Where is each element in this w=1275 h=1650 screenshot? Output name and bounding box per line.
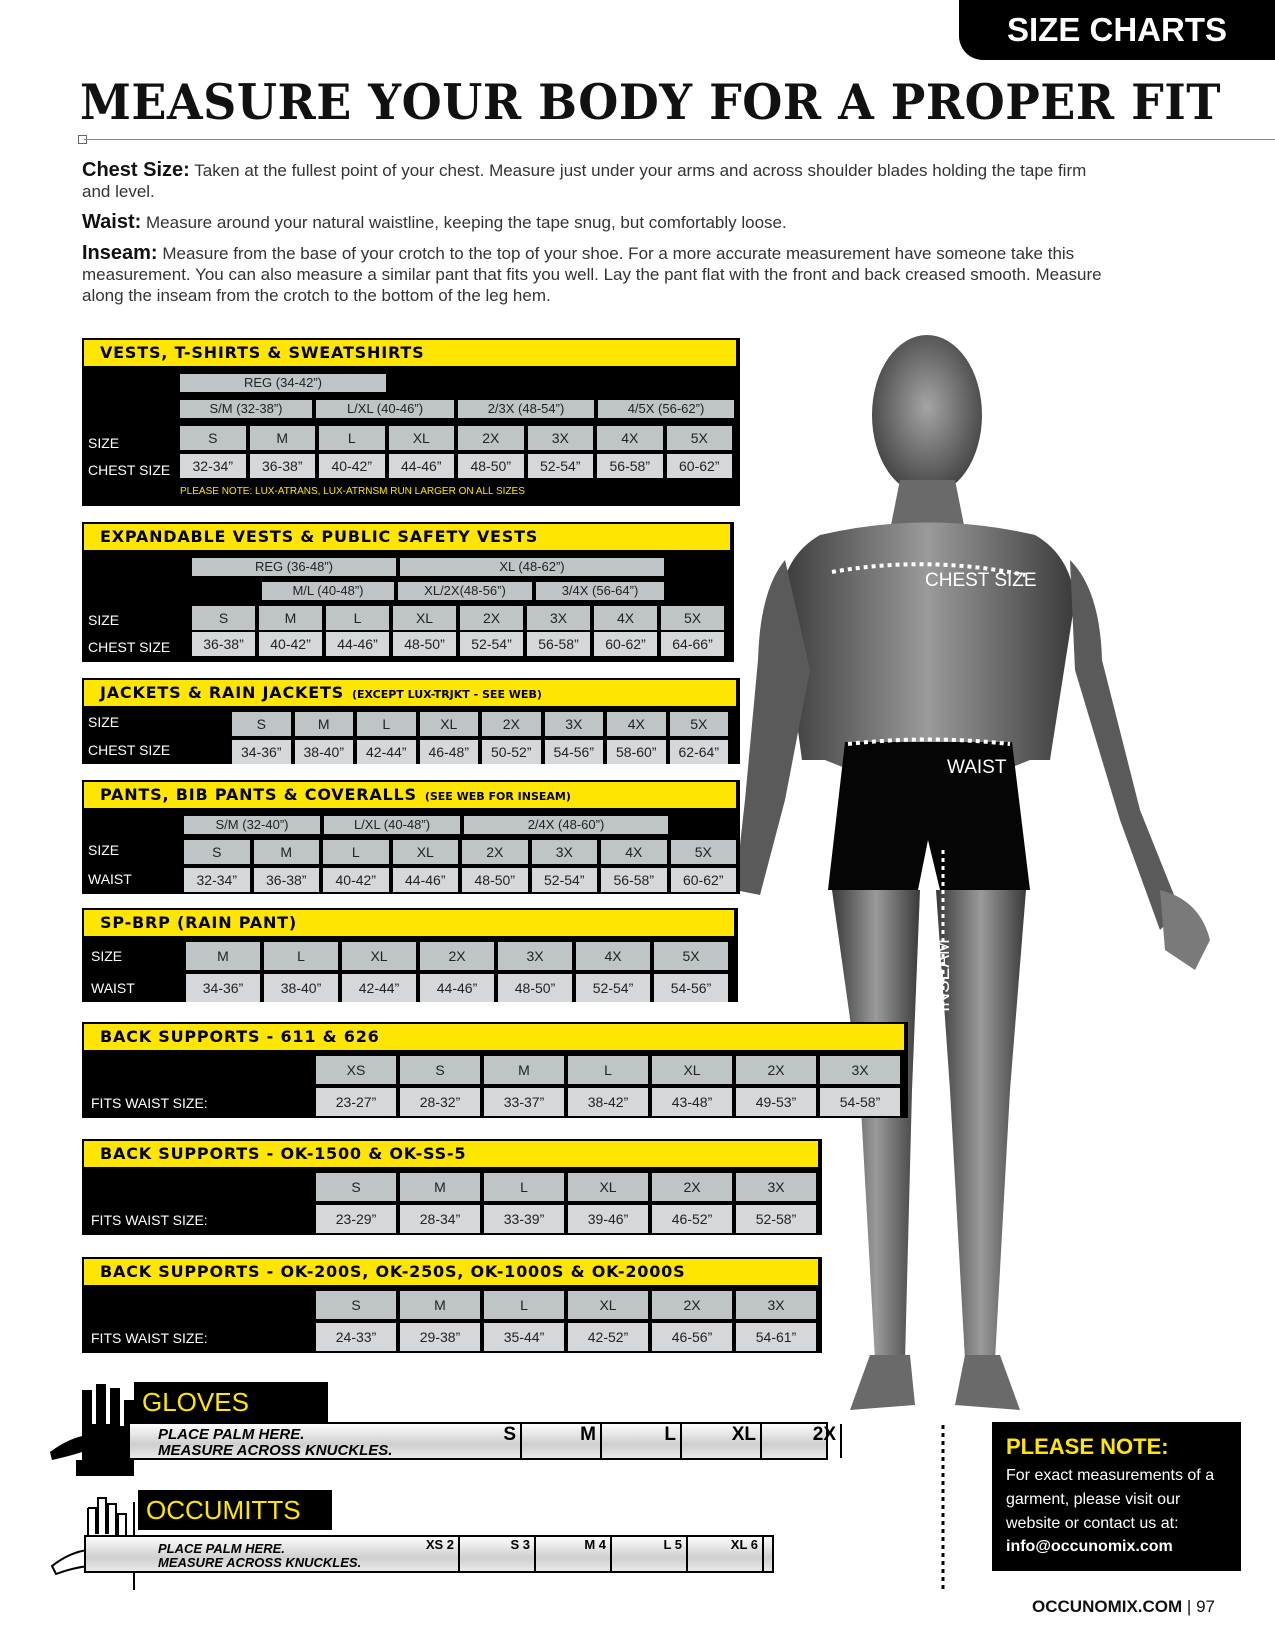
measurement-cell: 36-38” xyxy=(192,632,255,656)
scale-size-label: 2X xyxy=(812,1424,836,1445)
size-cell: 4X xyxy=(607,712,666,736)
table-title xyxy=(84,680,738,706)
size-cell: 2X xyxy=(652,1173,732,1201)
measurement-cell: 56-58” xyxy=(597,454,663,478)
intro-text: Taken at the fullest point of your chest. Measure just under your arms and across shoulder blades holding the tape firm and level. xyxy=(82,161,1087,201)
page-title: MEASURE YOUR BODY FOR A PROPER FIT xyxy=(80,74,1221,131)
size-cell: S xyxy=(316,1291,396,1319)
row-label-size: SIZE xyxy=(91,948,123,964)
size-group: REG (36-48”) xyxy=(192,558,396,576)
size-group: XL/2X(48-56”) xyxy=(398,582,532,600)
figure-torso xyxy=(780,523,1075,771)
scale-size-label: S 3 xyxy=(510,1537,530,1552)
measurement-cell: 40-42” xyxy=(319,454,385,478)
size-cell: 2X xyxy=(460,606,523,630)
size-group: XL (48-62”) xyxy=(400,558,664,576)
size-cell: S xyxy=(184,840,250,864)
scale-tick xyxy=(520,1424,522,1458)
size-group: S/M (32-38”) xyxy=(180,400,312,418)
scale-tick xyxy=(840,1424,842,1458)
table-expandable-vests xyxy=(82,522,734,662)
measurement-cell: 32-34” xyxy=(184,868,250,892)
table-back-supports-611 xyxy=(82,1022,908,1118)
measurement-cell: 23-29” xyxy=(316,1205,396,1233)
measurement-cell: 43-48” xyxy=(652,1088,732,1116)
table-back-supports-ok200s xyxy=(82,1257,822,1353)
measurement-cell: 42-52” xyxy=(568,1323,648,1351)
size-cell: 5X xyxy=(654,942,728,970)
measurement-cell: 34-36” xyxy=(232,740,291,764)
measurement-cell: 42-44” xyxy=(342,974,416,1002)
size-cell: 3X xyxy=(736,1291,816,1319)
table-title-main: PANTS, BIB PANTS & COVERALLS xyxy=(100,785,417,804)
size-cell: XL xyxy=(420,712,479,736)
intro-term: Waist: xyxy=(82,211,142,233)
inseam-label: INSEAM xyxy=(933,939,954,1012)
page-number: 97 xyxy=(1196,1597,1215,1616)
measurement-cell: 54-56” xyxy=(654,974,728,1002)
measurement-cell: 50-52” xyxy=(482,740,541,764)
table-title-main: JACKETS & RAIN JACKETS xyxy=(100,683,344,702)
scale-tick xyxy=(686,1537,688,1571)
size-cell: M xyxy=(254,840,320,864)
measurement-cell: 23-27” xyxy=(316,1088,396,1116)
intro-inseam xyxy=(82,243,1112,306)
scale-size-label: M 4 xyxy=(584,1537,606,1552)
table-jackets xyxy=(82,678,740,764)
measurement-cell: 44-46” xyxy=(393,868,459,892)
scale-tick xyxy=(610,1537,612,1571)
intro-text: Measure from the base of your crotch to the top of your shoe. For a more accurate measurement have someone take this measurement. You can also measure a similar pant that fits you well. Lay the pant flat with the front and back creased smooth. Measure along the inseam from the crotch to the bottom of the leg hem. xyxy=(82,244,1102,305)
scale-size-label: L xyxy=(664,1424,676,1445)
measurement-cell: 52-58” xyxy=(736,1205,816,1233)
size-cell: XL xyxy=(393,606,456,630)
size-cell: M xyxy=(400,1173,480,1201)
size-cell: S xyxy=(180,426,246,450)
size-cell: M xyxy=(484,1056,564,1084)
divider xyxy=(84,139,1275,140)
size-cell: S xyxy=(232,712,291,736)
size-cell: M xyxy=(259,606,322,630)
measurement-cell: 40-42” xyxy=(323,868,389,892)
table-title: SP-BRP (RAIN PANT) xyxy=(84,910,736,936)
row-label-size: SIZE xyxy=(88,842,120,858)
size-cell: L xyxy=(323,840,389,864)
table-title-note: (EXCEPT LUX-TRJKT - SEE WEB) xyxy=(352,688,542,701)
measurement-cell: 32-34” xyxy=(180,454,246,478)
size-cell: XL xyxy=(393,840,459,864)
size-cell: 3X xyxy=(528,426,594,450)
measurement-cell: 29-38” xyxy=(400,1323,480,1351)
size-cell: 5X xyxy=(671,840,737,864)
size-cell: 2X xyxy=(458,426,524,450)
size-cell: 2X xyxy=(652,1291,732,1319)
measurement-cell: 52-54” xyxy=(460,632,523,656)
contact-email[interactable]: info@occunomix.com xyxy=(1006,1538,1173,1555)
size-group: 2/3X (48-54”) xyxy=(458,400,594,418)
scale-size-label: M xyxy=(580,1424,596,1445)
row-label-size: SIZE xyxy=(88,435,120,451)
size-group: REG (34-42”) xyxy=(180,374,386,392)
measurement-cell: 33-37” xyxy=(484,1088,564,1116)
waist-label: WAIST xyxy=(947,757,1007,778)
table-vests-tshirts xyxy=(82,338,740,506)
measurement-cell: 60-62” xyxy=(671,868,737,892)
size-cell: S xyxy=(400,1056,480,1084)
body-figure-illustration xyxy=(740,330,1275,1590)
measurement-cell: 38-40” xyxy=(295,740,354,764)
row-label-chest: CHEST SIZE xyxy=(88,462,171,478)
size-cell: 5X xyxy=(661,606,724,630)
table-title: BACK SUPPORTS - 611 & 626 xyxy=(84,1024,906,1050)
gloves-title: GLOVES xyxy=(134,1382,328,1422)
glove-hand-icon xyxy=(46,1380,136,1476)
size-group: 4/5X (56-62”) xyxy=(598,400,734,418)
scale-size-label: S xyxy=(503,1424,516,1445)
measurement-cell: 28-32” xyxy=(400,1088,480,1116)
section-tab: SIZE CHARTS xyxy=(959,0,1275,60)
intro-text: Measure around your natural waistline, keeping the tape snug, but comfortably loose. xyxy=(146,213,787,232)
scale-tick xyxy=(458,1537,460,1571)
table-pants xyxy=(82,780,740,894)
scale-size-label: XS 2 xyxy=(425,1537,454,1552)
page-footer: OCCUNOMIX.COM | 97 xyxy=(1032,1597,1215,1616)
measurement-cell: 49-53” xyxy=(736,1088,816,1116)
size-cell: L xyxy=(264,942,338,970)
figure-right-hand xyxy=(1160,890,1210,970)
intro-term: Chest Size: xyxy=(82,159,190,181)
measurement-cell: 24-33” xyxy=(316,1323,396,1351)
measurement-cell: 46-52” xyxy=(652,1205,732,1233)
measurement-cell: 52-54” xyxy=(576,974,650,1002)
intro-term: Inseam: xyxy=(82,242,158,264)
figure-neck xyxy=(890,480,965,530)
size-group: L/XL (40-48”) xyxy=(324,816,460,834)
please-note-text: For exact measurements of a garment, please visit our website or contact us at: xyxy=(1006,1467,1215,1532)
row-label-chest: CHEST SIZE xyxy=(88,639,171,655)
size-cell: XS xyxy=(316,1056,396,1084)
table-title: BACK SUPPORTS - OK-1500 & OK-SS-5 xyxy=(84,1141,820,1167)
please-note-box xyxy=(992,1422,1241,1571)
occumitts-instruction-1: PLACE PALM HERE. xyxy=(158,1541,285,1556)
size-cell: M xyxy=(400,1291,480,1319)
size-cell: M xyxy=(295,712,354,736)
size-cell: S xyxy=(316,1173,396,1201)
measurement-cell: 39-46” xyxy=(568,1205,648,1233)
row-label-waist: FITS WAIST SIZE: xyxy=(91,1212,208,1228)
row-label-waist: FITS WAIST SIZE: xyxy=(91,1095,208,1111)
size-cell: 3X xyxy=(498,942,572,970)
size-cell: L xyxy=(484,1173,564,1201)
measurement-cell: 42-44” xyxy=(357,740,416,764)
measurement-cell: 40-42” xyxy=(259,632,322,656)
size-cell: 2X xyxy=(462,840,528,864)
size-cell: 3X xyxy=(545,712,604,736)
measurement-cell: 33-39” xyxy=(484,1205,564,1233)
measurement-cell: 60-62” xyxy=(594,632,657,656)
gloves-instruction-1: PLACE PALM HERE. xyxy=(158,1426,305,1443)
measurement-cell: 35-44” xyxy=(484,1323,564,1351)
size-cell: 5X xyxy=(670,712,729,736)
size-cell: 3X xyxy=(527,606,590,630)
figure-left-foot xyxy=(850,1355,915,1410)
measurement-cell: 62-64” xyxy=(670,740,729,764)
size-cell: 4X xyxy=(594,606,657,630)
scale-tick xyxy=(534,1537,536,1571)
measurement-cell: 48-50” xyxy=(458,454,524,478)
measurement-cell: 56-58” xyxy=(601,868,667,892)
intro-waist xyxy=(82,212,1112,233)
occumitts-title: OCCUMITTS xyxy=(138,1490,332,1530)
measurement-cell: 64-66” xyxy=(661,632,724,656)
size-cell: M xyxy=(186,942,260,970)
lux-note: PLEASE NOTE: LUX-ATRANS, LUX-ATRNSM RUN LARGER ON ALL SIZES xyxy=(180,486,525,497)
size-cell: 3X xyxy=(736,1173,816,1201)
scale-size-label: L 5 xyxy=(663,1537,682,1552)
size-cell: 5X xyxy=(667,426,733,450)
size-cell: 4X xyxy=(601,840,667,864)
measurement-cell: 48-50” xyxy=(462,868,528,892)
measurement-cell: 44-46” xyxy=(420,974,494,1002)
size-cell: M xyxy=(250,426,316,450)
measurement-cell: 52-54” xyxy=(532,868,598,892)
row-label-size: SIZE xyxy=(88,714,120,730)
table-title: VESTS, T-SHIRTS & SWEATSHIRTS xyxy=(84,340,738,366)
scale-tick xyxy=(760,1424,762,1458)
size-cell: 4X xyxy=(576,942,650,970)
size-cell: XL xyxy=(342,942,416,970)
size-group: M/L (40-48”) xyxy=(262,582,394,600)
measurement-cell: 44-46” xyxy=(326,632,389,656)
size-cell: 2X xyxy=(482,712,541,736)
size-cell: L xyxy=(326,606,389,630)
please-note-heading: PLEASE NOTE: xyxy=(1006,1434,1169,1459)
size-cell: S xyxy=(192,606,255,630)
scale-size-label: XL xyxy=(731,1424,756,1445)
figure-left-leg xyxy=(832,890,920,1360)
table-title: EXPANDABLE VESTS & PUBLIC SAFETY VESTS xyxy=(84,524,732,550)
size-group: 2/4X (48-60”) xyxy=(464,816,668,834)
table-rain-pant xyxy=(82,908,738,1002)
figure-head xyxy=(872,335,982,495)
measurement-cell: 54-56” xyxy=(545,740,604,764)
measurement-cell: 54-58” xyxy=(820,1088,900,1116)
size-group: S/M (32-40”) xyxy=(184,816,320,834)
measurement-cell: 28-34” xyxy=(400,1205,480,1233)
measurement-cell: 36-38” xyxy=(250,454,316,478)
size-cell: 3X xyxy=(532,840,598,864)
measurement-cell: 34-36” xyxy=(186,974,260,1002)
size-cell: XL xyxy=(568,1291,648,1319)
measurement-cell: 52-54” xyxy=(528,454,594,478)
size-cell: XL xyxy=(568,1173,648,1201)
table-title: BACK SUPPORTS - OK-200S, OK-250S, OK-1000S & OK-2000S xyxy=(84,1259,820,1285)
gloves-instruction-2: MEASURE ACROSS KNUCKLES. xyxy=(158,1442,393,1459)
row-label-waist: WAIST xyxy=(88,871,132,887)
size-cell: 2X xyxy=(736,1056,816,1084)
size-cell: XL xyxy=(652,1056,732,1084)
measurement-cell: 46-56” xyxy=(652,1323,732,1351)
scale-tick xyxy=(600,1424,602,1458)
size-cell: 3X xyxy=(820,1056,900,1084)
measurement-cell: 44-46” xyxy=(389,454,455,478)
size-cell: L xyxy=(357,712,416,736)
size-cell: XL xyxy=(389,426,455,450)
size-cell: L xyxy=(319,426,385,450)
size-cell: 4X xyxy=(597,426,663,450)
scale-size-label: XL 6 xyxy=(730,1537,758,1552)
row-label-waist: WAIST xyxy=(91,980,135,996)
row-label-size: SIZE xyxy=(88,612,120,628)
measurement-cell: 46-48” xyxy=(420,740,479,764)
size-cell: L xyxy=(568,1056,648,1084)
measurement-cell: 48-50” xyxy=(498,974,572,1002)
size-cell: L xyxy=(484,1291,564,1319)
size-group: 3/4X (56-64”) xyxy=(536,582,664,600)
occumitts-instruction-2: MEASURE ACROSS KNUCKLES. xyxy=(158,1555,362,1570)
row-label-chest: CHEST SIZE xyxy=(88,742,171,758)
intro-chest xyxy=(82,160,1112,202)
measurement-cell: 54-61” xyxy=(736,1323,816,1351)
measurement-cell: 38-42” xyxy=(568,1088,648,1116)
measurement-cell: 36-38” xyxy=(254,868,320,892)
measurement-cell: 38-40” xyxy=(264,974,338,1002)
table-back-supports-ok1500 xyxy=(82,1139,822,1235)
row-label-waist: FITS WAIST SIZE: xyxy=(91,1330,208,1346)
table-title-note: (SEE WEB FOR INSEAM) xyxy=(424,790,571,803)
table-title xyxy=(84,782,738,808)
measurement-cell: 56-58” xyxy=(527,632,590,656)
figure-right-arm xyxy=(1070,560,1180,930)
measurement-cell: 60-62” xyxy=(667,454,733,478)
chest-size-label: CHEST SIZE xyxy=(925,570,1037,591)
scale-tick xyxy=(680,1424,682,1458)
size-group: L/XL (40-46”) xyxy=(316,400,454,418)
size-cell: 2X xyxy=(420,942,494,970)
measurement-cell: 58-60” xyxy=(607,740,666,764)
figure-right-foot xyxy=(955,1355,1020,1410)
scale-tick xyxy=(762,1537,764,1571)
footer-site-link[interactable]: OCCUNOMIX.COM xyxy=(1032,1597,1183,1616)
measurement-cell: 48-50” xyxy=(393,632,456,656)
